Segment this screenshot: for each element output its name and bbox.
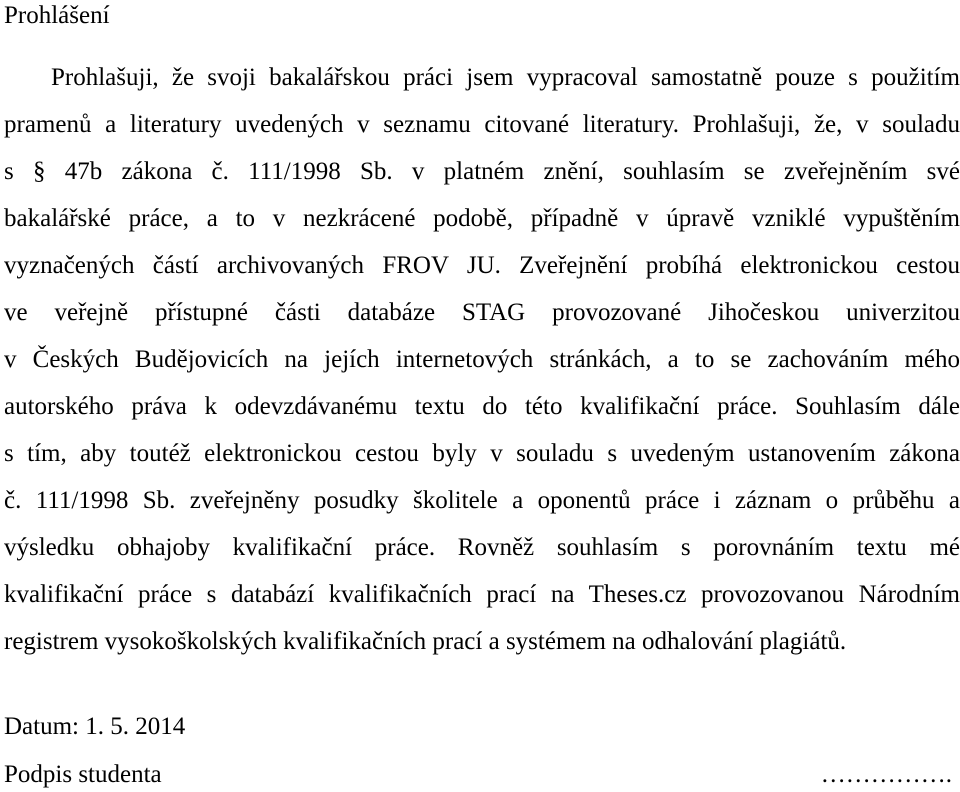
paragraph-line-11: výsledku obhajoby kvalifikační práce. Rovněž souhlasím s porovnáním textu mé (4, 534, 960, 561)
paragraph-line-12: kvalifikační práce s databází kvalifikačních prací na Theses.cz provozovanou Národním (4, 581, 960, 608)
paragraph-line-10: č. 111/1998 Sb. zveřejněny posudky školitele a oponentů práce i záznam o průběhu a (4, 487, 960, 514)
declaration-paragraph (4, 54, 960, 665)
signature-dots: ……………. (820, 761, 952, 788)
paragraph-line-3: s § 47b zákona č. 111/1998 Sb. v platném znění, souhlasím se zveřejněním své (4, 158, 960, 185)
paragraph-line-8: autorského práva k odevzdávanému textu do této kvalifikační práce. Souhlasím dále (4, 393, 960, 420)
paragraph-line-6: ve veřejně přístupné části databáze STAG provozované Jihočeskou univerzitou (4, 299, 960, 326)
paragraph-line-2: pramenů a literatury uvedených v seznamu citované literatury. Prohlašuji, že, v souladu (4, 111, 960, 138)
paragraph-line-9: s tím, aby toutéž elektronickou cestou byly v souladu s uvedeným ustanovením zákona (4, 440, 960, 467)
page-title: Prohlášení (4, 2, 110, 29)
paragraph-line-13: registrem vysokoškolských kvalifikačních prací a systémem na odhalování plagiátů. (4, 628, 847, 655)
date-line: Datum: 1. 5. 2014 (4, 713, 186, 740)
signature-label: Podpis studenta (4, 761, 162, 788)
paragraph-line-1: Prohlašuji, že svoji bakalářskou práci jsem vypracoval samostatně pouze s použitím (51, 64, 960, 91)
paragraph-line-5: vyznačených částí archivovaných FROV JU. Zveřejnění probíhá elektronickou cestou (4, 252, 960, 279)
paragraph-line-7: v Českých Budějovicích na jejích internetových stránkách, a to se zachováním mého (4, 346, 960, 373)
paragraph-line-4: bakalářské práce, a to v nezkrácené podobě, případně v úpravě vzniklé vypuštěním (4, 205, 960, 232)
